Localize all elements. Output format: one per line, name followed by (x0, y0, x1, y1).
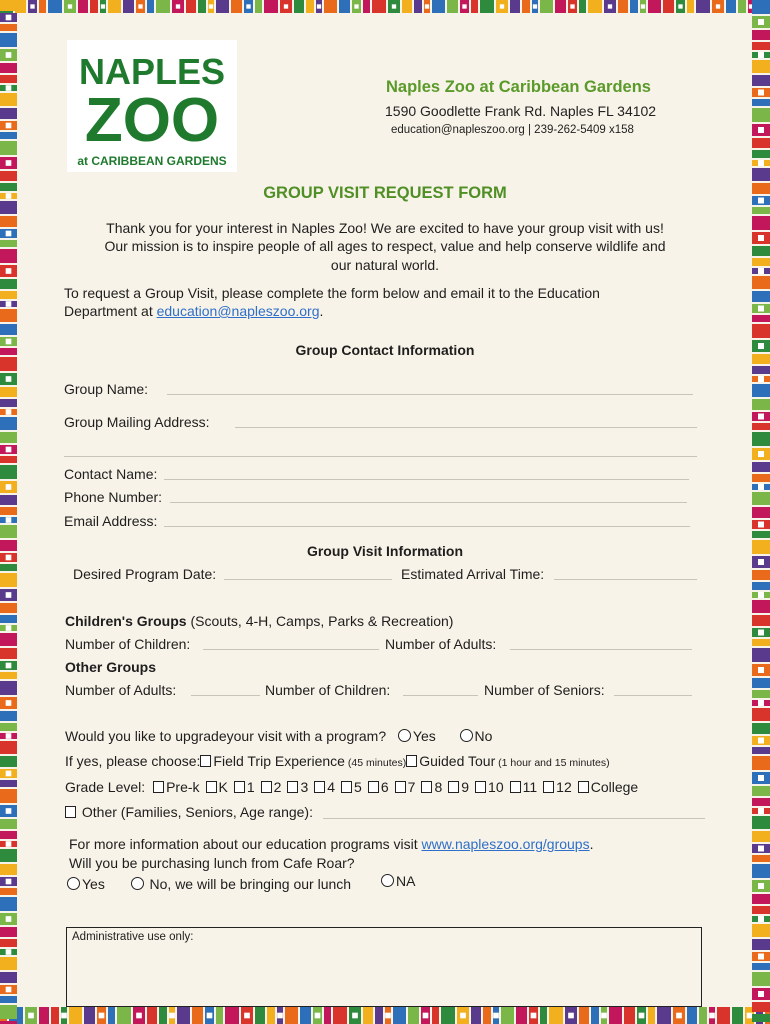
org-contact: education@napleszoo.org | 239-262-5409 x158 (391, 124, 634, 136)
other-age-checkbox[interactable] (65, 806, 76, 818)
other-age-label: Other (Families, Seniors, Age range): (81, 804, 313, 820)
phone-label: Phone Number: (64, 489, 163, 505)
request-prefix: Department at (64, 303, 157, 319)
lunch-na-label: NA (396, 873, 416, 889)
other-groups-heading: Other Groups (65, 659, 157, 675)
request-suffix: . (319, 303, 324, 319)
grade-option-checkbox[interactable] (287, 781, 298, 793)
visit-section-heading: Group Visit Information (306, 543, 464, 559)
group-name-field[interactable] (167, 394, 693, 395)
phone-field[interactable] (170, 502, 687, 503)
grade-option-label: 10 (488, 779, 504, 795)
grade-option-checkbox[interactable] (448, 781, 459, 793)
upgrade-question: Would you like to upgradeyour visit with a program? (65, 728, 387, 744)
email-label: Email Address: (64, 513, 158, 529)
upgrade-yes-radio[interactable] (398, 729, 411, 742)
field-trip-note: (45 minutes) (344, 757, 407, 769)
request-line-1: To request a Group Visit, please complete the form below and email it to the Education (64, 285, 600, 301)
grade-option (448, 779, 469, 795)
childrens-groups-note: (Scouts, 4-H, Camps, Parks & Recreation) (186, 613, 454, 629)
org-name: Naples Zoo at Caribbean Gardens (386, 78, 651, 96)
program-choice-row (65, 752, 610, 772)
childrens-groups-title: Children's Groups (65, 613, 187, 629)
contact-name-label: Contact Name: (64, 466, 158, 482)
education-email-link[interactable]: education@napleszoo.org (156, 303, 320, 319)
grade-option-label: 11 (522, 779, 538, 795)
grade-option-checkbox[interactable] (206, 781, 217, 793)
upgrade-no-label: No (474, 728, 493, 744)
grade-option-label: Pre-k (166, 779, 200, 795)
field-trip-label: Field Trip Experience (213, 753, 345, 769)
childrens-groups-heading (65, 612, 453, 630)
lunch-na-option (381, 872, 415, 890)
logo-line1: NAPLES (78, 51, 226, 92)
adults-count-field[interactable] (510, 649, 692, 650)
other-adults-label: Number of Adults: (65, 682, 177, 698)
mailing-address-field-line-2[interactable] (64, 456, 697, 457)
mailing-address-label: Group Mailing Address: (64, 414, 210, 430)
grade-option-label: College (590, 779, 639, 795)
grade-option (287, 779, 308, 795)
request-line-2 (64, 302, 323, 320)
mailing-address-field[interactable] (235, 427, 697, 428)
decorative-border-left (0, 0, 17, 1024)
guided-tour-checkbox[interactable] (406, 755, 417, 767)
groups-link[interactable]: www.napleszoo.org/groups (421, 836, 590, 852)
decorative-border-bottom (0, 1007, 770, 1024)
upgrade-yes-label: Yes (412, 728, 436, 744)
grade-option-label: 5 (354, 779, 362, 795)
intro-line-2: Our mission is to inspire people of all ages to respect, value and help conserve wildlife and (104, 238, 666, 254)
more-info-line (69, 835, 594, 853)
grade-option (421, 779, 442, 795)
grade-option (368, 779, 389, 795)
grade-option-label: 2 (273, 779, 282, 795)
contact-section-heading: Group Contact Information (295, 342, 475, 358)
decorative-border-top (0, 0, 770, 13)
grade-level-label: Grade Level: (65, 779, 146, 795)
arrival-time-label: Estimated Arrival Time: (401, 566, 545, 582)
children-count-label: Number of Children: (65, 636, 191, 652)
decorative-border-right (752, 0, 770, 1024)
more-info-prefix: For more information about our education programs visit (69, 836, 422, 852)
grade-option-checkbox[interactable] (368, 781, 379, 793)
other-children-field[interactable] (403, 695, 478, 696)
guided-tour-note: (1 hour and 15 minutes) (495, 757, 610, 769)
grade-option (234, 779, 255, 795)
logo-line2: ZOO (84, 86, 220, 155)
other-age-row (65, 803, 313, 821)
grade-option (578, 779, 638, 795)
group-name-label: Group Name: (64, 381, 149, 397)
grade-option (206, 779, 228, 795)
intro-line-3: our natural world. (330, 257, 440, 273)
grade-option (261, 779, 282, 795)
upgrade-no-radio[interactable] (460, 729, 473, 742)
grade-option-label: 12 (556, 779, 572, 795)
admin-use-label: Administrative use only: (72, 931, 194, 943)
grade-option-label: 1 (246, 779, 255, 795)
org-address: 1590 Goodlette Frank Rd. Naples FL 34102 (385, 103, 657, 119)
grade-option-checkbox[interactable] (314, 781, 325, 793)
grade-option (153, 779, 199, 795)
grade-option-checkbox[interactable] (234, 781, 245, 793)
grade-option (475, 779, 504, 795)
desired-date-field[interactable] (224, 579, 392, 580)
grade-option-checkbox[interactable] (475, 781, 486, 793)
grade-option (510, 779, 538, 795)
grade-option-checkbox[interactable] (421, 781, 432, 793)
other-age-field[interactable] (323, 818, 705, 819)
grade-option-label: 4 (327, 779, 336, 795)
lunch-na-radio[interactable] (381, 874, 394, 887)
grade-option-label: 3 (300, 779, 309, 795)
other-adults-field[interactable] (191, 695, 260, 696)
lunch-yes-radio[interactable] (67, 877, 80, 890)
intro-line-1: Thank you for your interest in Naples Zoo! We are excited to have your group visit with us! (106, 220, 664, 236)
lunch-no-label: No, we will be bringing our lunch (149, 876, 352, 892)
other-children-label: Number of Children: (265, 682, 391, 698)
more-info-suffix: . (589, 836, 594, 852)
grade-option-label: 8 (434, 779, 443, 795)
lunch-options-row (67, 875, 351, 893)
other-seniors-label: Number of Seniors: (484, 682, 605, 698)
grade-option-label: 9 (461, 779, 470, 795)
logo-line3: at CARIBBEAN GARDENS (77, 154, 227, 168)
program-choice-label: If yes, please choose: (65, 753, 201, 769)
grade-option-checkbox[interactable] (395, 781, 406, 793)
grade-option-checkbox[interactable] (543, 781, 554, 793)
email-field[interactable] (164, 526, 690, 527)
lunch-yes-label: Yes (82, 876, 105, 892)
grade-option (395, 779, 416, 795)
children-count-field[interactable] (203, 649, 379, 650)
grade-option-checkbox[interactable] (341, 781, 352, 793)
grade-option-label: 6 (380, 779, 389, 795)
grade-option-checkbox[interactable] (510, 781, 521, 793)
field-trip-checkbox[interactable] (200, 755, 211, 767)
adults-count-label: Number of Adults: (385, 636, 497, 652)
arrival-time-field[interactable] (554, 579, 697, 580)
grade-option (314, 779, 335, 795)
upgrade-question-row (65, 727, 492, 745)
grade-level-row (65, 778, 638, 796)
contact-name-field[interactable] (164, 479, 689, 480)
grade-option (341, 779, 362, 795)
naples-zoo-logo (67, 40, 237, 172)
desired-date-label: Desired Program Date: (73, 566, 217, 582)
grade-option-checkbox[interactable] (261, 781, 272, 793)
form-title: GROUP VISIT REQUEST FORM (263, 184, 507, 202)
grade-option-checkbox[interactable] (153, 781, 164, 793)
lunch-no-radio[interactable] (131, 877, 144, 890)
other-seniors-field[interactable] (614, 695, 692, 696)
grade-option-label: 7 (407, 779, 416, 795)
guided-tour-label: Guided Tour (419, 753, 496, 769)
grade-option-checkbox[interactable] (578, 781, 589, 793)
grade-option (543, 779, 572, 795)
grade-option-label: K (218, 779, 228, 795)
admin-use-box (66, 927, 702, 1007)
lunch-question: Will you be purchasing lunch from Cafe Roar? (69, 855, 355, 871)
